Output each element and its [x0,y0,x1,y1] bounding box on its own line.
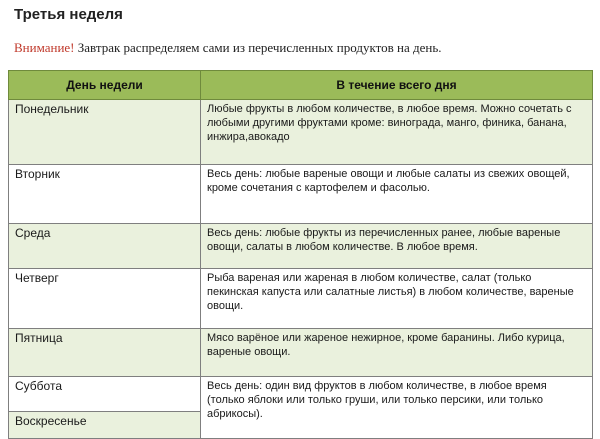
notice-text [14,40,442,56]
notice-body: Завтрак распределяем сами из перечисленных продуктов на день. [74,40,442,55]
description-cell: Весь день: любые фрукты из перечисленных ранее, любые вареные овощи, салаты в любом количестве. В любое время. [201,224,593,269]
day-cell: Вторник [9,165,201,224]
table-row [9,224,593,269]
description-cell: Весь день: один вид фруктов в любом количестве, в любое время (только яблоки или только груши, или только персики, или только абрикосы). [201,377,593,439]
description-cell: Рыба вареная или жареная в любом количестве, салат (только пекинская капуста или салатные листья) в любом количестве, вареные овощи. [201,269,593,329]
description-cell: Любые фрукты в любом количестве, в любое время. Можно сочетать с любыми другими фруктами кроме: винограда, манго, финика, банана, инжира,авокадо [201,100,593,165]
table-header-row [9,71,593,100]
column-header-day: День недели [9,71,201,100]
description-cell: Весь день: любые вареные овощи и любые салаты из свежих овощей, кроме сочетания с картофелем и фасолью. [201,165,593,224]
day-cell: Понедельник [9,100,201,165]
day-cell: Четверг [9,269,201,329]
table-row [9,100,593,165]
day-cell: Пятница [9,329,201,377]
notice-warning-word: Внимание! [14,40,75,55]
page-title: Третья неделя [14,6,123,23]
weekly-meal-table [8,70,593,439]
table-row [9,377,593,412]
description-cell: Мясо варёное или жареное нежирное, кроме баранины. Либо курица, вареные овощи. [201,329,593,377]
day-cell: Воскресенье [9,412,201,439]
column-header-whole-day: В течение всего дня [201,71,593,100]
table-row [9,165,593,224]
table-row [9,329,593,377]
day-cell: Среда [9,224,201,269]
table-row [9,269,593,329]
day-cell: Суббота [9,377,201,412]
